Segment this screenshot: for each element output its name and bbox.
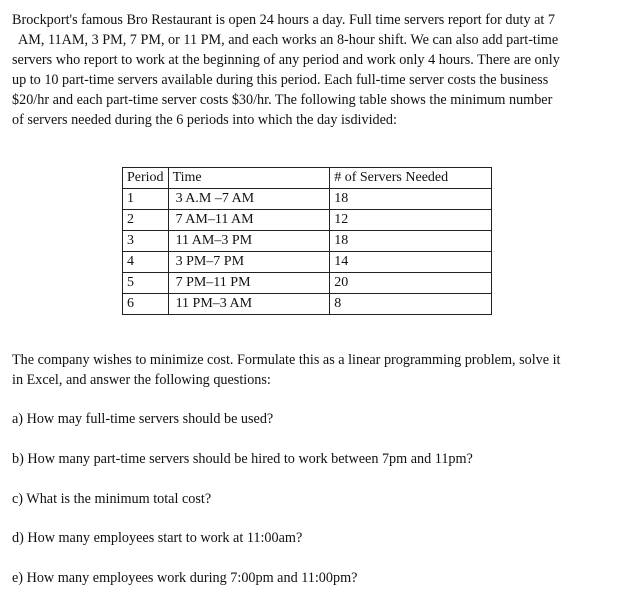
intro-line: servers who report to work at the beginning of any period and work only 4 hours. There are only [12, 52, 560, 68]
servers-needed-cell: 14 [330, 252, 492, 273]
intro-line: Brockport's famous Bro Restaurant is open 24 hours a day. Full time servers report for duty at 7 [12, 12, 556, 28]
table-header-row [123, 168, 492, 189]
table-row [123, 231, 492, 252]
table-row [123, 294, 492, 315]
period-cell: 5 [123, 273, 169, 294]
intro-line: $20/hr and each part-time server costs $30/hr. The following table shows the minimum number [12, 92, 553, 108]
table-row [123, 252, 492, 273]
table-row [123, 273, 492, 294]
time-cell: 11 AM–3 PM [168, 231, 330, 252]
servers-needed-cell: 12 [330, 210, 492, 231]
time-cell: 7 AM–11 AM [168, 210, 330, 231]
intro-paragraph [12, 10, 612, 130]
servers-needed-cell: 8 [330, 294, 492, 315]
intro-line: AM, 11AM, 3 PM, 7 PM, or 11 PM, and each works an 8-hour shift. We can also add part-time [18, 32, 559, 48]
time-cell: 3 A.M –7 AM [168, 189, 330, 210]
intro-line: up to 10 part-time servers available during this period. Each full-time server costs the business [12, 72, 549, 88]
time-cell: 3 PM–7 PM [168, 252, 330, 273]
period-cell: 4 [123, 252, 169, 273]
servers-needed-cell: 20 [330, 273, 492, 294]
question-d: d) How many employees start to work at 11:00am? [12, 530, 303, 546]
instructions-line: The company wishes to minimize cost. Formulate this as a linear programming problem, solve it [12, 352, 561, 368]
question-a: a) How may full-time servers should be used? [12, 411, 274, 427]
table-row [123, 189, 492, 210]
servers-table [122, 167, 492, 315]
period-cell: 6 [123, 294, 169, 315]
intro-line: of servers needed during the 6 periods into which the day isdivided: [12, 112, 397, 128]
period-cell: 1 [123, 189, 169, 210]
period-cell: 3 [123, 231, 169, 252]
time-cell: 7 PM–11 PM [168, 273, 330, 294]
servers-needed-header: # of Servers Needed [330, 168, 492, 189]
instructions-paragraph [12, 350, 612, 390]
servers-needed-cell: 18 [330, 231, 492, 252]
question-b: b) How many part-time servers should be hired to work between 7pm and 11pm? [12, 451, 473, 467]
question-c: c) What is the minimum total cost? [12, 491, 212, 507]
servers-needed-cell: 18 [330, 189, 492, 210]
table-row [123, 210, 492, 231]
instructions-line: in Excel, and answer the following questions: [12, 372, 271, 388]
period-header: Period [123, 168, 169, 189]
period-cell: 2 [123, 210, 169, 231]
time-header: Time [168, 168, 330, 189]
time-cell: 11 PM–3 AM [168, 294, 330, 315]
question-e: e) How many employees work during 7:00pm and 11:00pm? [12, 570, 358, 586]
